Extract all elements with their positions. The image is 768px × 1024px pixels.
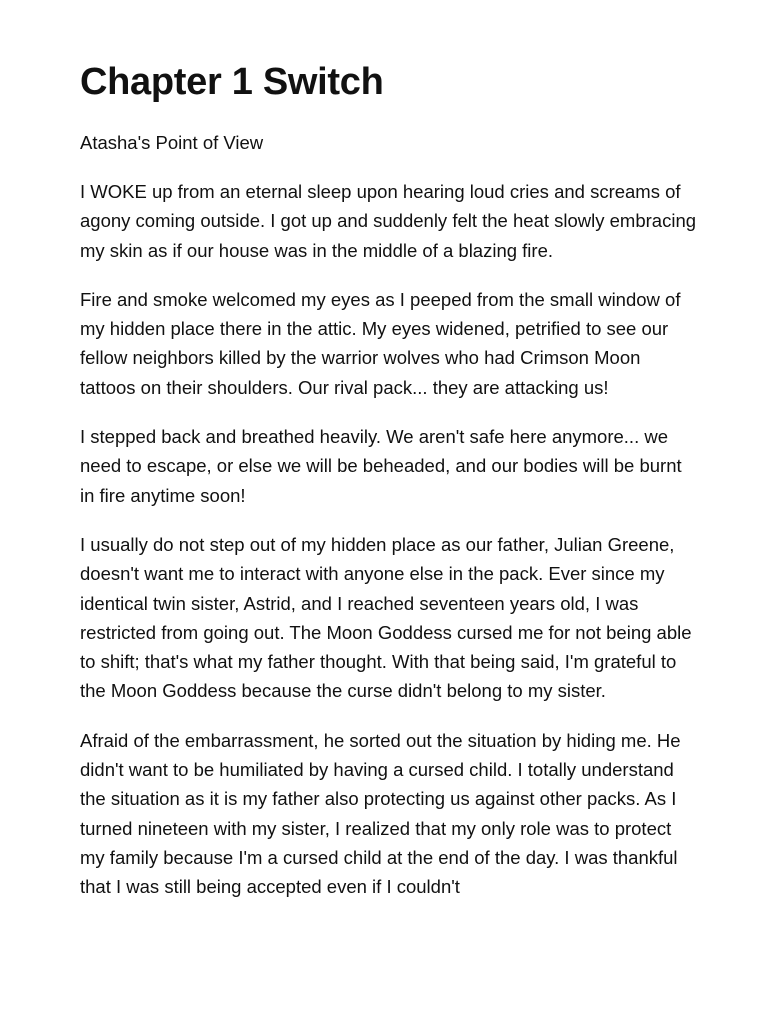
chapter-page (80, 56, 700, 922)
story-paragraph: Fire and smoke welcomed my eyes as I peeped from the small window of my hidden place there in the attic. My eyes widened, petrified to see our fellow neighbors killed by the warrior wolves who had Crimson Moon tattoos on their shoulders. Our rival pack... they are attacking us! (80, 288, 681, 398)
point-of-view-label: Atasha's Point of View (80, 132, 264, 153)
chapter-title: Chapter 1 Switch (80, 61, 384, 103)
story-paragraph: Afraid of the embarrassment, he sorted out the situation by hiding me. He didn't want to be humiliated by having a cursed child. I totally understand the situation as it is my father also protecting us against other packs. As I turned nineteen with my sister, I realized that my only role was to protect my family because I'm a cursed child at the end of the day. I was thankful that I was still being accepted even if I couldn't (80, 729, 681, 898)
story-paragraph: I usually do not step out of my hidden place as our father, Julian Greene, doesn't want me to interact with anyone else in the pack. Ever since my identical twin sister, Astrid, and I reached seventeen years old, I was restricted from going out. The Moon Goddess cursed me for not being able to shift; that's what my father thought. With that being said, I'm grateful to the Moon Goddess because the curse didn't belong to my sister. (80, 533, 692, 702)
story-paragraph: I WOKE up from an eternal sleep upon hearing loud cries and screams of agony coming outside. I got up and suddenly felt the heat slowly embracing my skin as if our house was in the middle of a blazing fire. (80, 181, 697, 261)
story-paragraph: I stepped back and breathed heavily. We aren't safe here anymore... we need to escape, or else we will be beheaded, and our bodies will be burnt in fire anytime soon! (80, 426, 682, 506)
